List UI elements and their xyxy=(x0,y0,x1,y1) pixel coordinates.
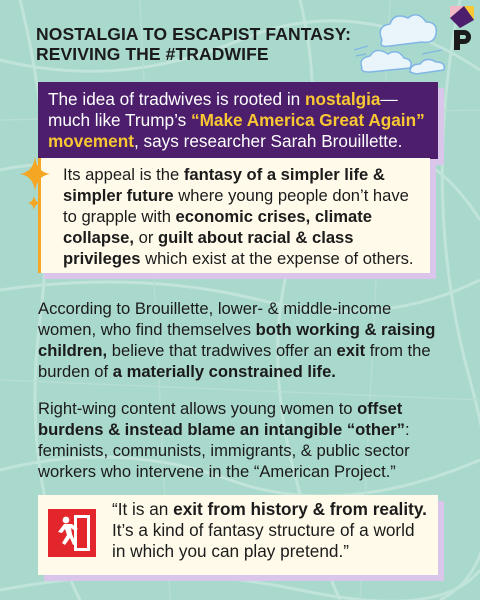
title-line-2: REVIVING THE #TRADWIFE xyxy=(36,44,269,64)
intro-text-2: — much like Trump’s xyxy=(48,89,398,130)
para1-bold-1: both working & raising children, xyxy=(38,320,436,360)
para1-text-1: According to Brouillette, lower- & middle-income women, who find themselves xyxy=(38,299,392,339)
appeal-bold-1: fantasy of a simpler life & simpler future xyxy=(63,165,385,205)
intro-highlight-maga: “Make America Great Again” movement xyxy=(48,110,425,151)
page-title xyxy=(36,24,366,64)
brouillette-paragraph xyxy=(38,298,448,382)
para1-bold-3: a materially constrained life. xyxy=(112,362,336,381)
emergency-exit-icon xyxy=(48,509,96,557)
quote-box xyxy=(38,495,438,575)
appeal-text-2: where young people don’t have to grapple with xyxy=(63,186,409,226)
para1-bold-2: exit xyxy=(336,341,366,360)
para2-bold-1: offset burdens & instead blame an intangible “other” xyxy=(38,399,405,439)
sparkle-small-icon xyxy=(28,196,40,210)
intro-box xyxy=(38,82,438,159)
quote-text-1: “It is an xyxy=(112,499,174,519)
appeal-text-3: or xyxy=(134,228,159,247)
appeal-box xyxy=(38,158,430,273)
quote-text-2: It’s a kind of fantasy structure of a world in which you can play pretend.” xyxy=(112,520,415,561)
intro-highlight-nostalgia: nostalgia xyxy=(305,89,381,109)
intro-text-1: The idea of tradwives is rooted in xyxy=(48,89,305,109)
publisher-logo-icon xyxy=(446,4,476,50)
appeal-bold-3: guilt about racial & class privileges xyxy=(63,228,354,268)
para2-text-2: : feminists, communists, immigrants, & public sector workers who intervene in the “American Project.” xyxy=(38,420,410,481)
para1-text-2: believe that tradwives offer an xyxy=(107,341,337,360)
appeal-text-1: Its appeal is the xyxy=(63,165,184,184)
title-line-1: NOSTALGIA TO ESCAPIST FANTASY: xyxy=(36,24,352,44)
sparkle-icon xyxy=(20,157,50,191)
intro-text-3: , says researcher Sarah Brouillette. xyxy=(133,131,403,151)
appeal-bold-2: economic crises, climate collapse, xyxy=(63,207,373,247)
right-wing-paragraph xyxy=(38,398,448,482)
clouds-icon xyxy=(352,10,452,84)
para1-text-3: from the burden of xyxy=(38,341,431,381)
appeal-text-4: which exist at the expense of others. xyxy=(140,249,414,268)
para2-text-1: Right-wing content allows young women to xyxy=(38,399,358,418)
quote-bold-1: exit from history & from reality. xyxy=(173,499,427,519)
